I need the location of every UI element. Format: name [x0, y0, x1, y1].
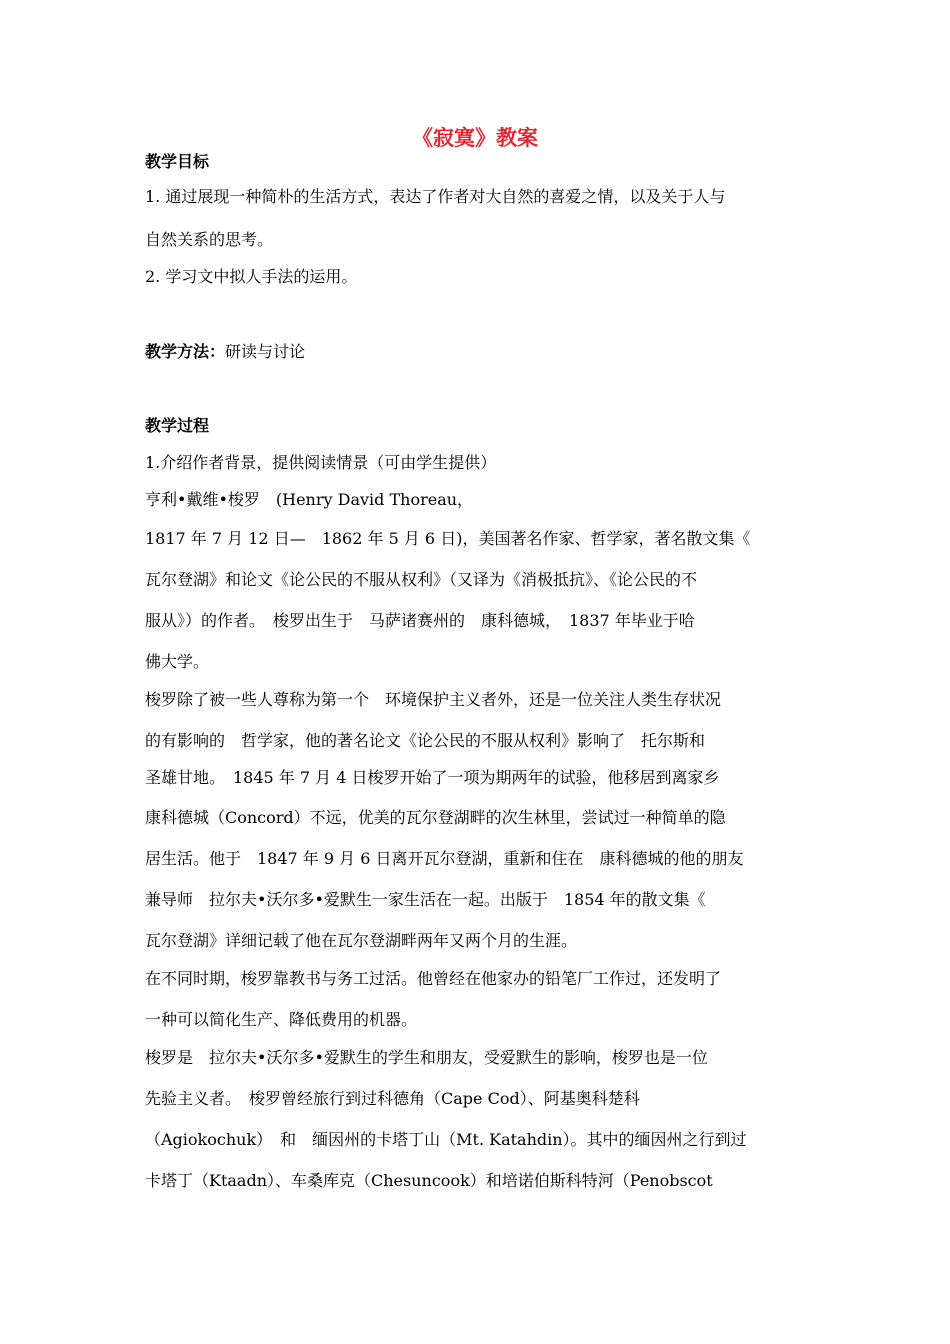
- process-line: 瓦尔登湖》和论文《论公民的不服从权利》（又译为《消极抵抗》、《论公民的不: [145, 570, 698, 589]
- process-line: 的有影响的 哲学家，他的著名论文《论公民的不服从权利》影响了 托尔斯和: [145, 731, 706, 750]
- process-line: 亨利•戴维•梭罗 (Henry David Thoreau，: [145, 490, 474, 509]
- document-title: 《寂寞》教案: [412, 126, 538, 150]
- process-line: 康科德城（Concord）不远，优美的瓦尔登湖畔的次生林里，尝试过一种简单的隐: [145, 808, 726, 827]
- process-line: 一种可以简化生产、降低费用的机器。: [145, 1010, 418, 1029]
- objectives-heading: 教学目标: [145, 152, 210, 171]
- method-label: 教学方法：: [145, 342, 226, 361]
- process-line: 佛大学。: [145, 652, 210, 671]
- process-line: 服从》）的作者。 梭罗出生于 马萨诸赛州的 康科德城， 1837 年毕业于哈: [145, 611, 695, 630]
- process-line: （Agiokochuk） 和 缅因州的卡塔丁山（Mt. Katahdin）。其中的缅因州之行到过: [145, 1130, 747, 1149]
- method-value: 研读与讨论: [225, 342, 306, 361]
- objective-line: 自然关系的思考。: [145, 230, 274, 249]
- process-line: 瓦尔登湖》详细记载了他在瓦尔登湖畔两年又两个月的生涯。: [145, 931, 578, 950]
- method-line: [145, 341, 825, 363]
- process-line: 圣雄甘地。 1845 年 7 月 4 日梭罗开始了一项为期两年的试验，他移居到离家乡: [145, 768, 720, 787]
- process-line: 1817 年 7 月 12 日— 1862 年 5 月 6 日)，美国著名作家、哲学家，著名散文集《: [145, 529, 751, 548]
- objective-line: 1. 通过展现一种简朴的生活方式，表达了作者对大自然的喜爱之情，以及关于人与: [145, 187, 726, 206]
- process-line: 居生活。他于 1847 年 9 月 6 日离开瓦尔登湖，重新和住在 康科德城的他的朋友: [145, 849, 744, 868]
- objective-line: 2. 学习文中拟人手法的运用。: [145, 267, 358, 286]
- process-line: 梭罗除了被一些人尊称为第一个 环境保护主义者外，还是一位关注人类生存状况: [145, 690, 722, 709]
- process-line: 先验主义者。 梭罗曾经旅行到过科德角（Cape Cod）、阿基奥科楚科: [145, 1089, 640, 1108]
- process-line: 兼导师 拉尔夫•沃尔多•爱默生一家生活在一起。出版于 1854 年的散文集《: [145, 890, 706, 909]
- process-line: 1.介绍作者背景，提供阅读情景（可由学生提供）: [145, 453, 497, 472]
- process-line: 卡塔丁（Ktaadn）、车桑库克（Chesuncook）和培诺伯斯科特河（Penobscot: [145, 1171, 713, 1190]
- process-line: 在不同时期，梭罗靠教书与务工过活。他曾经在他家办的铅笔厂工作过，还发明了: [145, 969, 722, 988]
- process-line: 梭罗是 拉尔夫•沃尔多•爱默生的学生和朋友，受爱默生的影响，梭罗也是一位: [145, 1048, 708, 1067]
- process-heading: 教学过程: [145, 416, 210, 435]
